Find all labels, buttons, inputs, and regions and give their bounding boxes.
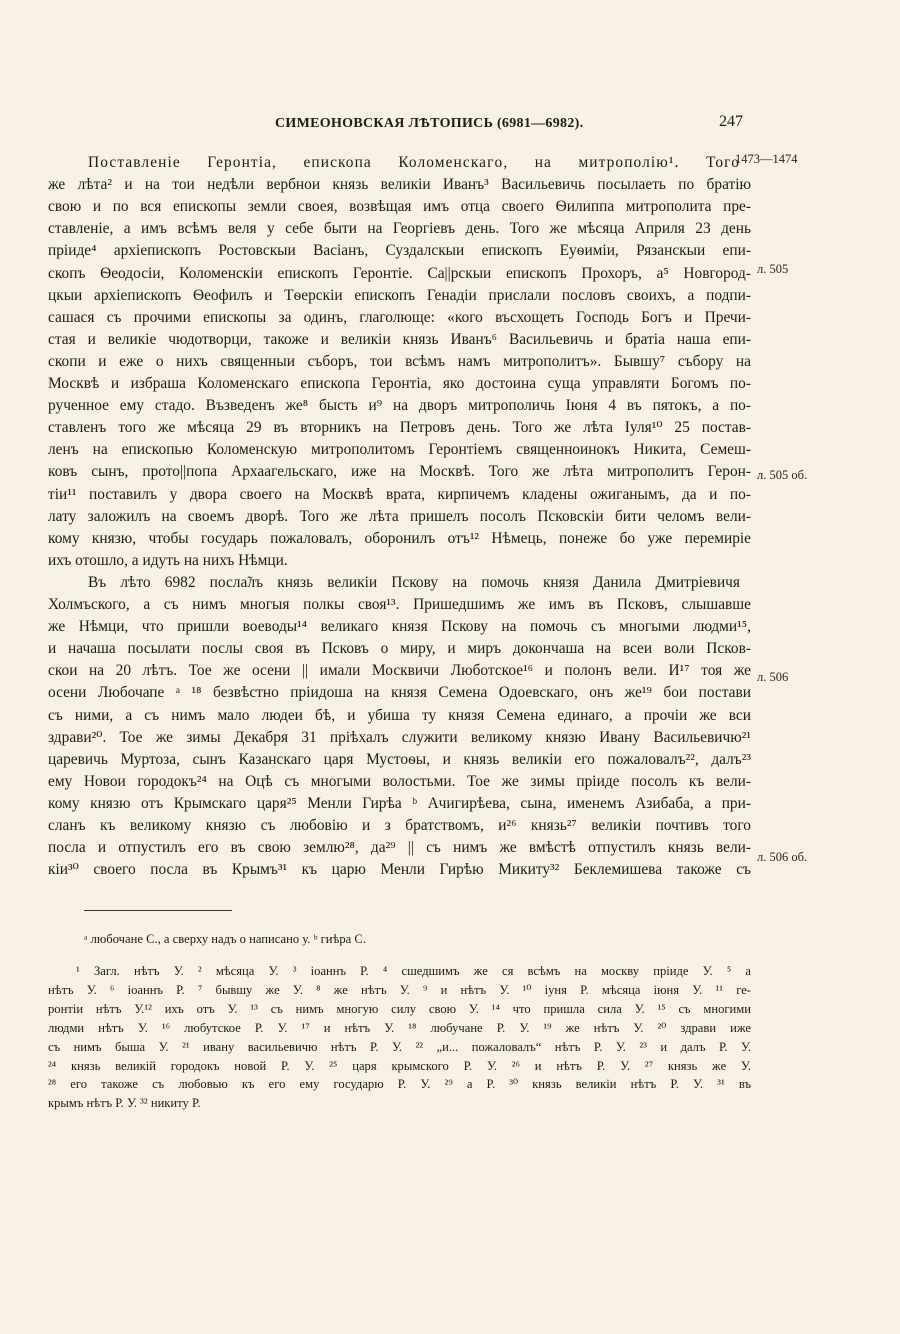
- text-line: съ ними, а съ нимъ мало людеи бѣ, и убиша ту князя Семена единаго, а прочіи же вси: [48, 706, 751, 724]
- text-line: Холмъского, а съ нимъ многыя полкы своя¹³. Пришедшимъ же имъ въ Псковъ, слышавше: [48, 596, 751, 613]
- text-line: Поставленіе Геронтіа, епископа Коломенскагo, на митрополію¹. Того: [88, 154, 740, 171]
- text-line: кіи³⁰ своего посла въ Крымъ³¹ къ царю Менли Гирѣю Микиту³² Беклемишева такоже съ: [48, 861, 751, 879]
- text-line: здрави²⁰. Тое же зимы Декабря 31 пріѣхалъ служити великому князю Ивану Васильевичю²¹: [48, 728, 751, 746]
- text-line: ему Новои городокъ²⁴ на Оцѣ съ многыми волостьми. Тое же зимы пріиде посолъ къ вели-: [48, 772, 751, 790]
- variant-footnote-line: нѣтъ У. ⁶ іоаннъ Р. ⁷ бывшу же У. ⁸ же нѣтъ У. ⁹ и нѣтъ У. ¹⁰ іуня Р. мѣсяца іюня У. ¹¹ ге-: [48, 982, 751, 997]
- text-line: Въ лѣто 6982 посла̃лъ князь великіи Пскову на помочь князя Данила Дмитріевичя: [88, 573, 740, 591]
- text-line: сашася съ прочими епископы за одинъ, глаголюще: «кого въсхощеть Господь Богъ и Пречи-: [48, 308, 751, 326]
- running-header-title: СИМЕОНОВСКАЯ ЛѢТОПИСЬ (6981—6982).: [275, 116, 584, 131]
- margin-note-leaf-506-verso: л. 506 об.: [757, 850, 808, 864]
- text-line: посла и отпустилъ его въ свою землю²⁸, да²⁹ || съ нимъ же вмѣстѣ отпустилъ князь вели-: [48, 839, 751, 857]
- margin-note-years: 1473—1474: [735, 152, 798, 166]
- variant-footnote-line: ²⁸ его такоже съ любовью къ его ему государю Р. У. ²⁹ а Р. ³⁰ князь великіи нѣтъ Р. У. ³¹ въ: [48, 1077, 751, 1092]
- letter-footnotes: ᵃ любочане С., а сверху надъ о написано у. ᵇ гиѣра С.: [84, 932, 366, 946]
- text-line: ставленъ того же мѣсяца 29 въ вторникъ на Петровъ день. Того же лѣта Іуля¹⁰ 25 постав-: [48, 419, 751, 437]
- text-line: и начаша посылати послы своя въ Псковъ о миру, и миръ докончаша на всеи воли Псков-: [48, 640, 751, 658]
- variant-footnote-line: ¹ Загл. нѣтъ У. ² мѣсяца У. ³ іоаннъ Р. ⁴ сшедшимъ же ся всѣмъ на москву пріиде У. ⁵ а: [76, 964, 751, 978]
- text-line: кому князю отъ Крымскаго царя²⁵ Менли Гирѣа ᵇ Ачигирѣева, сына, именемъ Азибаба, а при-: [48, 794, 751, 812]
- variant-footnote-line: съ нимъ быша У. ²¹ ивану васильевичю нѣтъ Р. У. ²² „и... пожаловалъ“ нѣтъ Р. У. ²³ и далъ Р. У.: [48, 1039, 751, 1054]
- text-line: ихъ отошло, а идуть на нихъ Нѣмци.: [48, 551, 288, 569]
- text-line: рученное ему стадо. Възведенъ же⁸ бысть и⁹ на дворъ митрополичь Іюня 4 въ пятокъ, а по-: [48, 397, 751, 415]
- text-line: же лѣта² и на тои недѣли вербнои князь великіи Иванъ³ Васильевичь посылаеть по братію: [48, 176, 751, 194]
- text-line: царевичь Муртоза, сынъ Казанскаго царя Мустоѳы, и князь великіи его пожаловалъ²², далъ²³: [48, 750, 751, 768]
- text-line: сланъ къ великому князю съ любовію и з братствомъ, и²⁶ князь²⁷ великіи почтивъ того: [48, 817, 751, 834]
- variant-footnote-line: ²⁴ князь великій городокъ новой Р. У. ²⁵ царя крымского Р. У. ²⁶ и нѣтъ Р. У. ²⁷ князь же У.: [48, 1058, 751, 1073]
- variant-footnote-line: ронтіи нѣтъ У.¹² ихъ отъ У. ¹³ съ нимъ многую силу свою У. ¹⁴ что пришла сила У. ¹⁵ съ многими: [48, 1001, 751, 1016]
- text-line: Москвѣ и избраша Коломенскаго епископа Геронтіа, яко достоина суща управляти Богомъ по-: [48, 375, 751, 392]
- text-line: стая и великіе чюдотворци, такоже и великіи князь Иванъ⁶ Васильевичь и братіа наша епи-: [48, 330, 751, 348]
- variant-footnote-line: крымъ нѣтъ Р. У. ³² никиту Р.: [48, 1096, 201, 1111]
- text-line: цкыи архіепископъ Ѳеофилъ и Тѳерскіи епископъ Генадіи прислали пословъ своихъ, а подпи-: [48, 286, 751, 304]
- text-line: же Нѣмци, что пришли воеводы¹⁴ великаго князя Пскову на помочь съ многыми людми¹⁵,: [48, 618, 751, 636]
- text-line: ленъ на епископью Коломенскую митрополитомъ Геронтіемъ священноинокъ Никита, Семеш-: [48, 441, 751, 459]
- text-line: скопъ Ѳеодосіи, Коломенскіи епископъ Геронтіе. Са||рскыи епископъ Прохоръ, а⁵ Новгород-: [48, 264, 751, 282]
- margin-note-leaf-506: л. 506: [757, 670, 789, 684]
- page-number: 247: [719, 113, 743, 130]
- text-line: ставленіе, а имъ всѣмъ веля у себе быти на Георгіевъ день. Того же мѣсяца Априля 23 день: [48, 220, 751, 238]
- text-line: свою и по вся епископы земли своея, возвѣщая имъ отца своего Ѳилиппа митрополита пре-: [48, 198, 751, 216]
- text-line: кому князю, чтобы государь пожаловалъ, оборонилъ отъ¹² Нѣмець, понеже бо уже перемиріе: [48, 529, 751, 547]
- text-line: тіи¹¹ поставилъ у двора своего на Москвѣ врата, кирпичемъ кладены ожиганымъ, да и по-: [48, 485, 751, 503]
- text-line: ковъ сынъ, прото||попа Архаагельскаго, иже на Москвѣ. Того же лѣта митрополитъ Герон-: [48, 463, 751, 481]
- footnote-separator: [84, 910, 232, 911]
- text-line: лату заложилъ на своемъ дворѣ. Того же лѣта пришелъ посолъ Псковскіи бити челомъ вели-: [48, 507, 751, 525]
- margin-note-leaf-505-verso: л. 505 об.: [757, 468, 808, 482]
- text-line: пріиде⁴ архіепископъ Ростовскыи Васіанъ, Суздалскыи епископъ Еуѳиміи, Рязанскыи епи-: [48, 242, 751, 260]
- text-line: осени Любочапе ᵃ ¹⁸ безвѣстно пріидоша на князя Семена Одоевскаго, онъ же¹⁹ бои постави: [48, 684, 751, 702]
- variant-footnote-line: людми нѣтъ У. ¹⁶ любутское Р. У. ¹⁷ и нѣтъ У. ¹⁸ любучане Р. У. ¹⁹ же нѣтъ У. ²⁰ здрави иже: [48, 1020, 751, 1035]
- margin-note-leaf-505: л. 505: [757, 262, 789, 276]
- text-line: скои на 20 лѣтъ. Тое же осени || имали Москвичи Люботское¹⁶ и полонъ вели. И¹⁷ тоя же: [48, 662, 751, 680]
- text-line: скопи и еже о нихъ священныи съборъ, тои всѣмъ намъ митрополитъ». Бывшу⁷ събору на: [48, 352, 751, 370]
